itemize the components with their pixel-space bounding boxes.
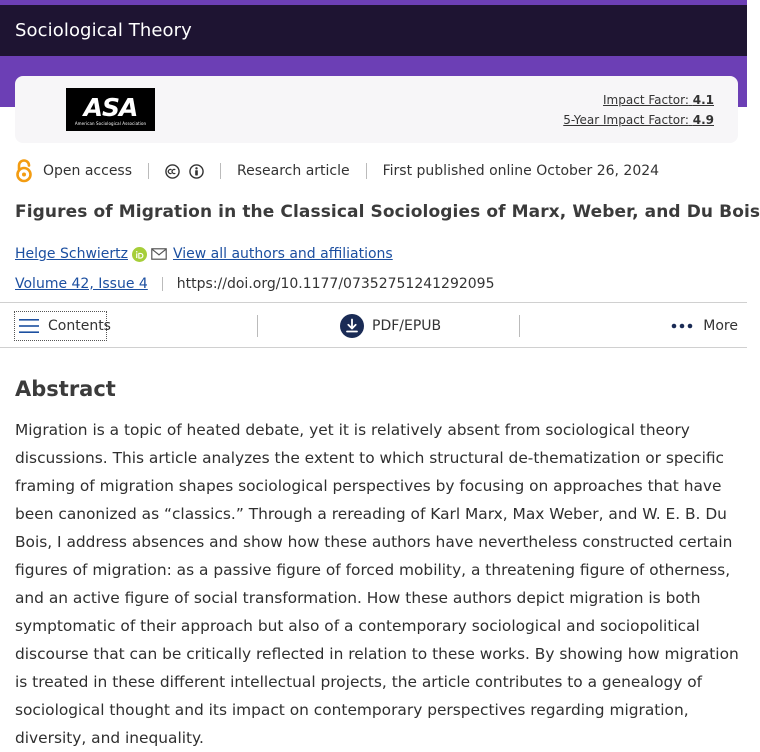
published-date: First published online October 26, 2024	[382, 163, 660, 179]
toolbar-divider	[257, 315, 258, 337]
meta-divider	[220, 163, 221, 179]
article-toolbar	[0, 302, 747, 348]
view-all-authors-link[interactable]: View all authors and affiliations	[172, 246, 393, 262]
five-year-impact-factor-value: 4.9	[692, 113, 714, 127]
contents-button[interactable]	[14, 311, 111, 341]
journal-header	[0, 5, 747, 56]
download-icon	[340, 314, 364, 338]
contents-label: Contents	[48, 318, 111, 334]
article-title: Figures of Migration in the Classical Sociologies of Marx, Weber, and Du Bois	[15, 202, 760, 222]
volume-row	[15, 274, 494, 294]
asa-logo-mark: ASA	[83, 92, 138, 122]
author-link[interactable]: Helge Schwiertz	[15, 246, 128, 262]
article-type: Research article	[237, 163, 350, 179]
more-label: More	[703, 318, 738, 334]
five-year-impact-factor-label: 5-Year Impact Factor:	[563, 113, 689, 127]
open-access-icon	[15, 159, 33, 183]
pdf-epub-button[interactable]	[340, 313, 441, 339]
doi-text[interactable]: https://doi.org/10.1177/07352751241292095	[176, 276, 495, 292]
pdf-epub-label: PDF/EPUB	[372, 318, 442, 334]
impact-factor-value: 4.1	[692, 93, 714, 107]
journal-title[interactable]: Sociological Theory	[15, 20, 192, 41]
creative-commons-icon[interactable]	[165, 164, 180, 179]
meta-divider	[148, 163, 149, 179]
more-dots-icon	[671, 323, 693, 329]
volume-issue-link[interactable]: Volume 42, Issue 4	[15, 276, 148, 292]
authors-row	[15, 244, 393, 264]
meta-divider	[366, 163, 367, 179]
five-year-impact-factor-link[interactable]	[563, 113, 714, 127]
article-meta-row	[15, 158, 659, 184]
volume-divider	[162, 277, 163, 291]
impact-factor-label: Impact Factor:	[603, 93, 689, 107]
orcid-icon[interactable]	[132, 247, 147, 262]
attribution-icon[interactable]	[189, 164, 204, 179]
email-icon[interactable]	[151, 248, 167, 260]
toolbar-divider	[519, 315, 520, 337]
abstract-text: Migration is a topic of heated debate, yet it is relatively absent from sociological theory discussions. This article analyzes the extent to which structural de-thematization or specific framing of migration shapes sociological perspectives by focusing on approaches that have been canonized as “classics.” Through a rereading of Karl Marx, Max Weber, and W. E. B. Du Bois, I address absences and show how these authors have nevertheless constructed certain figures of migration: as a passive figure of forced mobility, a threatening figure of otherness, and an active figure of social transformation. How these authors depict migration is both symptomatic of their approach but also of a contemporary sociological and sociopolitical discourse that can be critically reflected in relation to these works. By showing how migration is treated in these different intellectual projects, the article contributes to a genealogy of sociological thought and its impact on contemporary perspectives regarding migration, diversity, and inequality.	[15, 421, 739, 747]
abstract-heading: Abstract	[15, 377, 116, 401]
asa-logo-subtext: American Sociological Association	[74, 120, 147, 126]
more-button[interactable]	[671, 313, 738, 339]
publisher-card	[15, 76, 738, 143]
asa-logo[interactable]	[66, 88, 155, 131]
impact-factor-link[interactable]	[603, 93, 714, 107]
hamburger-menu-icon	[19, 318, 39, 334]
open-access-label: Open access	[43, 163, 133, 179]
